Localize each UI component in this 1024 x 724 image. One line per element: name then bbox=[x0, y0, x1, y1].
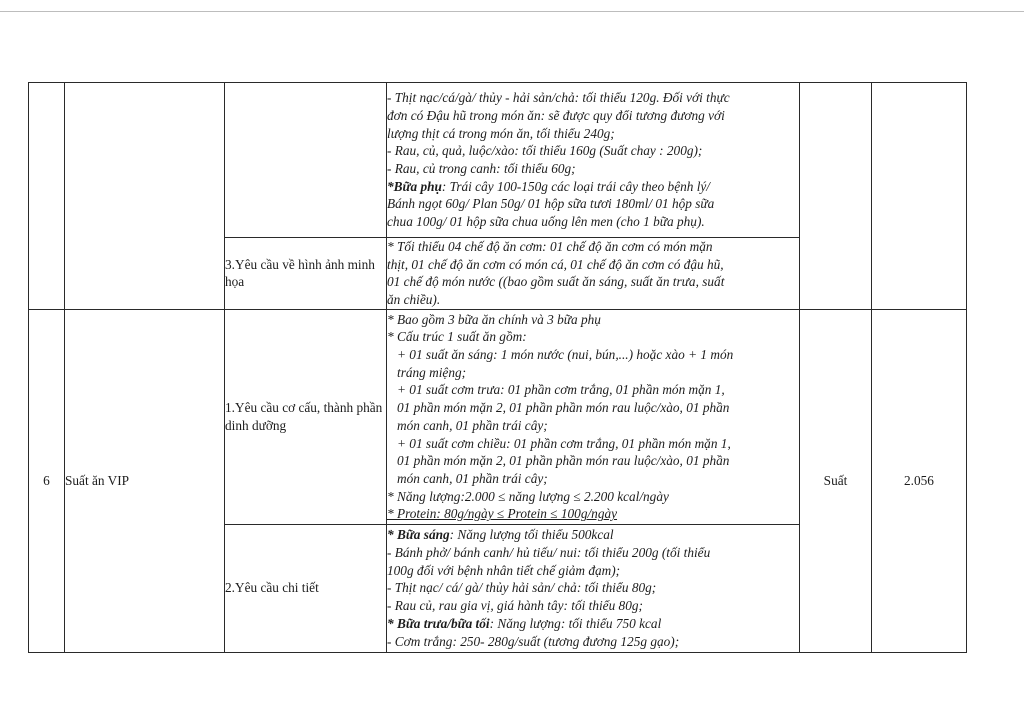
text-line bbox=[387, 488, 799, 506]
text-run: đơn có Đậu hũ trong món ăn: sẽ được quy đổi tương đương với bbox=[387, 107, 725, 123]
text-run: thịt, 01 chế độ ăn cơm có món cá, 01 chế độ ăn cơm có đậu hũ, bbox=[387, 256, 724, 272]
criteria-cell-empty bbox=[225, 83, 387, 238]
text-run: - Bánh phở/ bánh canh/ hủ tiếu/ nui: tối thiểu 200g (tối thiểu bbox=[387, 545, 711, 561]
text-run: tráng miệng; bbox=[397, 364, 467, 380]
image-requirement-content bbox=[387, 238, 800, 310]
text-line bbox=[387, 505, 799, 523]
criteria-nutrition-structure: 1.Yêu cầu cơ cấu, thành phần dinh dưỡng bbox=[225, 309, 387, 524]
text-line bbox=[387, 291, 799, 309]
text-run: Bánh ngọt 60g/ Plan 50g/ 01 hộp sữa tươi 180ml/ 01 hộp sữa bbox=[387, 196, 715, 212]
text-line bbox=[387, 633, 799, 651]
text-line bbox=[387, 615, 799, 633]
criteria-detail: 2.Yêu cầu chi tiết bbox=[225, 524, 387, 652]
text-run: * Cấu trúc 1 suất ăn gồm: bbox=[387, 329, 527, 345]
meal-heading: *Bữa phụ bbox=[387, 178, 442, 194]
text-line bbox=[387, 125, 799, 143]
item-name-cell-empty bbox=[65, 83, 225, 310]
text-line bbox=[387, 195, 799, 213]
text-run: ăn chiều). bbox=[387, 292, 441, 308]
specification-table bbox=[28, 82, 967, 653]
text-line bbox=[387, 213, 799, 231]
text-line bbox=[387, 381, 799, 399]
table-row-continued bbox=[29, 83, 967, 238]
text-line bbox=[387, 417, 799, 435]
unit-cell-empty bbox=[800, 83, 872, 310]
text-run: + 01 suất cơm chiều: 01 phần cơm trắng, 01 phần món mặn 1, bbox=[397, 435, 731, 451]
text-line bbox=[387, 311, 799, 329]
text-run: + 01 suất ăn sáng: 1 món nước (nui, bún,...) hoặc xào + 1 món bbox=[397, 347, 734, 362]
top-rule bbox=[0, 11, 1024, 12]
text-line bbox=[387, 526, 799, 544]
text-line bbox=[387, 470, 799, 488]
text-run: 01 chế độ món nước ((bao gồm suất ăn sáng, suất ăn trưa, suất bbox=[387, 274, 725, 290]
quantity-cell: 2.056 bbox=[872, 309, 967, 652]
meal-heading: * Bữa sáng bbox=[387, 527, 450, 543]
text-line bbox=[387, 435, 799, 453]
stt-cell-empty bbox=[29, 83, 65, 310]
text-run: 01 phần món mặn 2, 01 phần phần món rau luộc/xào, 01 phần bbox=[397, 453, 730, 469]
detail-content bbox=[387, 524, 800, 652]
text-run: - Rau, củ, quả, luộc/xào: tối thiểu 160g (Suất chay : 200g); bbox=[387, 143, 703, 159]
requirement-content bbox=[387, 83, 800, 238]
item-name: Suất ăn VIP bbox=[65, 309, 225, 652]
text-line bbox=[387, 142, 799, 160]
text-line bbox=[387, 452, 799, 470]
text-run: 01 phần món mặn 2, 01 phần phần món rau luộc/xào, 01 phần bbox=[397, 400, 730, 416]
text-line bbox=[387, 562, 799, 580]
text-run: * Năng lượng:2.000 ≤ năng lượng ≤ 2.200 kcal/ngày bbox=[387, 488, 669, 504]
text-line bbox=[387, 364, 799, 382]
text-run: 100g đối với bệnh nhân tiết chế giảm đạm); bbox=[387, 562, 621, 578]
text-run: + 01 suất cơm trưa: 01 phần cơm trắng, 01 phần món mặn 1, bbox=[397, 382, 725, 398]
text-line bbox=[387, 328, 799, 346]
text-run: món canh, 01 phần trái cây; bbox=[397, 470, 548, 486]
text-run: : Năng lượng: tối thiểu 750 kcal bbox=[489, 615, 662, 631]
text-run: - Thịt nạc/cá/gà/ thủy - hải sản/chả: tối thiểu 120g. Đối với thực bbox=[387, 90, 730, 106]
nutrition-structure-content bbox=[387, 309, 800, 524]
text-run: - Thịt nạc/ cá/ gà/ thủy hải sản/ chả: tối thiểu 80g; bbox=[387, 580, 657, 596]
text-run: : Năng lượng tối thiểu 500kcal bbox=[449, 527, 614, 543]
criteria-image-requirement: 3.Yêu cầu về hình ảnh minh họa bbox=[225, 238, 387, 310]
text-run: : Trái cây 100-150g các loại trái cây theo bệnh lý/ bbox=[441, 178, 711, 194]
text-line bbox=[387, 579, 799, 597]
text-run: - Cơm trắng: 250- 280g/suất (tương đương 125g gạo); bbox=[387, 633, 680, 649]
text-line bbox=[387, 544, 799, 562]
text-run: món canh, 01 phần trái cây; bbox=[397, 417, 548, 433]
text-line bbox=[387, 160, 799, 178]
text-line bbox=[387, 238, 799, 256]
text-run: - Rau, củ trong canh: tối thiểu 60g; bbox=[387, 161, 576, 176]
meal-heading: * Bữa trưa/bữa tối bbox=[387, 615, 490, 631]
text-run: * Bao gồm 3 bữa ăn chính và 3 bữa phụ bbox=[387, 311, 601, 327]
text-line bbox=[387, 107, 799, 125]
text-run: * Tối thiểu 04 chế độ ăn cơm: 01 chế độ ăn cơm có món mặn bbox=[387, 239, 713, 254]
text-line bbox=[387, 273, 799, 291]
unit-cell: Suất bbox=[800, 309, 872, 652]
text-run: chua 100g/ 01 hộp sữa chua uống lên men (cho 1 bữa phụ). bbox=[387, 214, 705, 230]
text-line bbox=[387, 597, 799, 615]
text-line bbox=[387, 256, 799, 274]
stt-cell: 6 bbox=[29, 309, 65, 652]
text-line bbox=[387, 346, 799, 364]
quantity-cell-empty bbox=[872, 83, 967, 310]
text-line bbox=[387, 89, 799, 107]
table-row-vip bbox=[29, 309, 967, 524]
text-line bbox=[387, 399, 799, 417]
text-run: - Rau củ, rau gia vị, giá hành tây: tối thiểu 80g; bbox=[387, 598, 643, 614]
text-run: * Protein: 80g/ngày ≤ Protein ≤ 100g/ngày bbox=[387, 506, 618, 522]
text-line bbox=[387, 178, 799, 196]
text-run: lượng thịt cá trong món ăn, tối thiểu 240g; bbox=[387, 125, 615, 141]
